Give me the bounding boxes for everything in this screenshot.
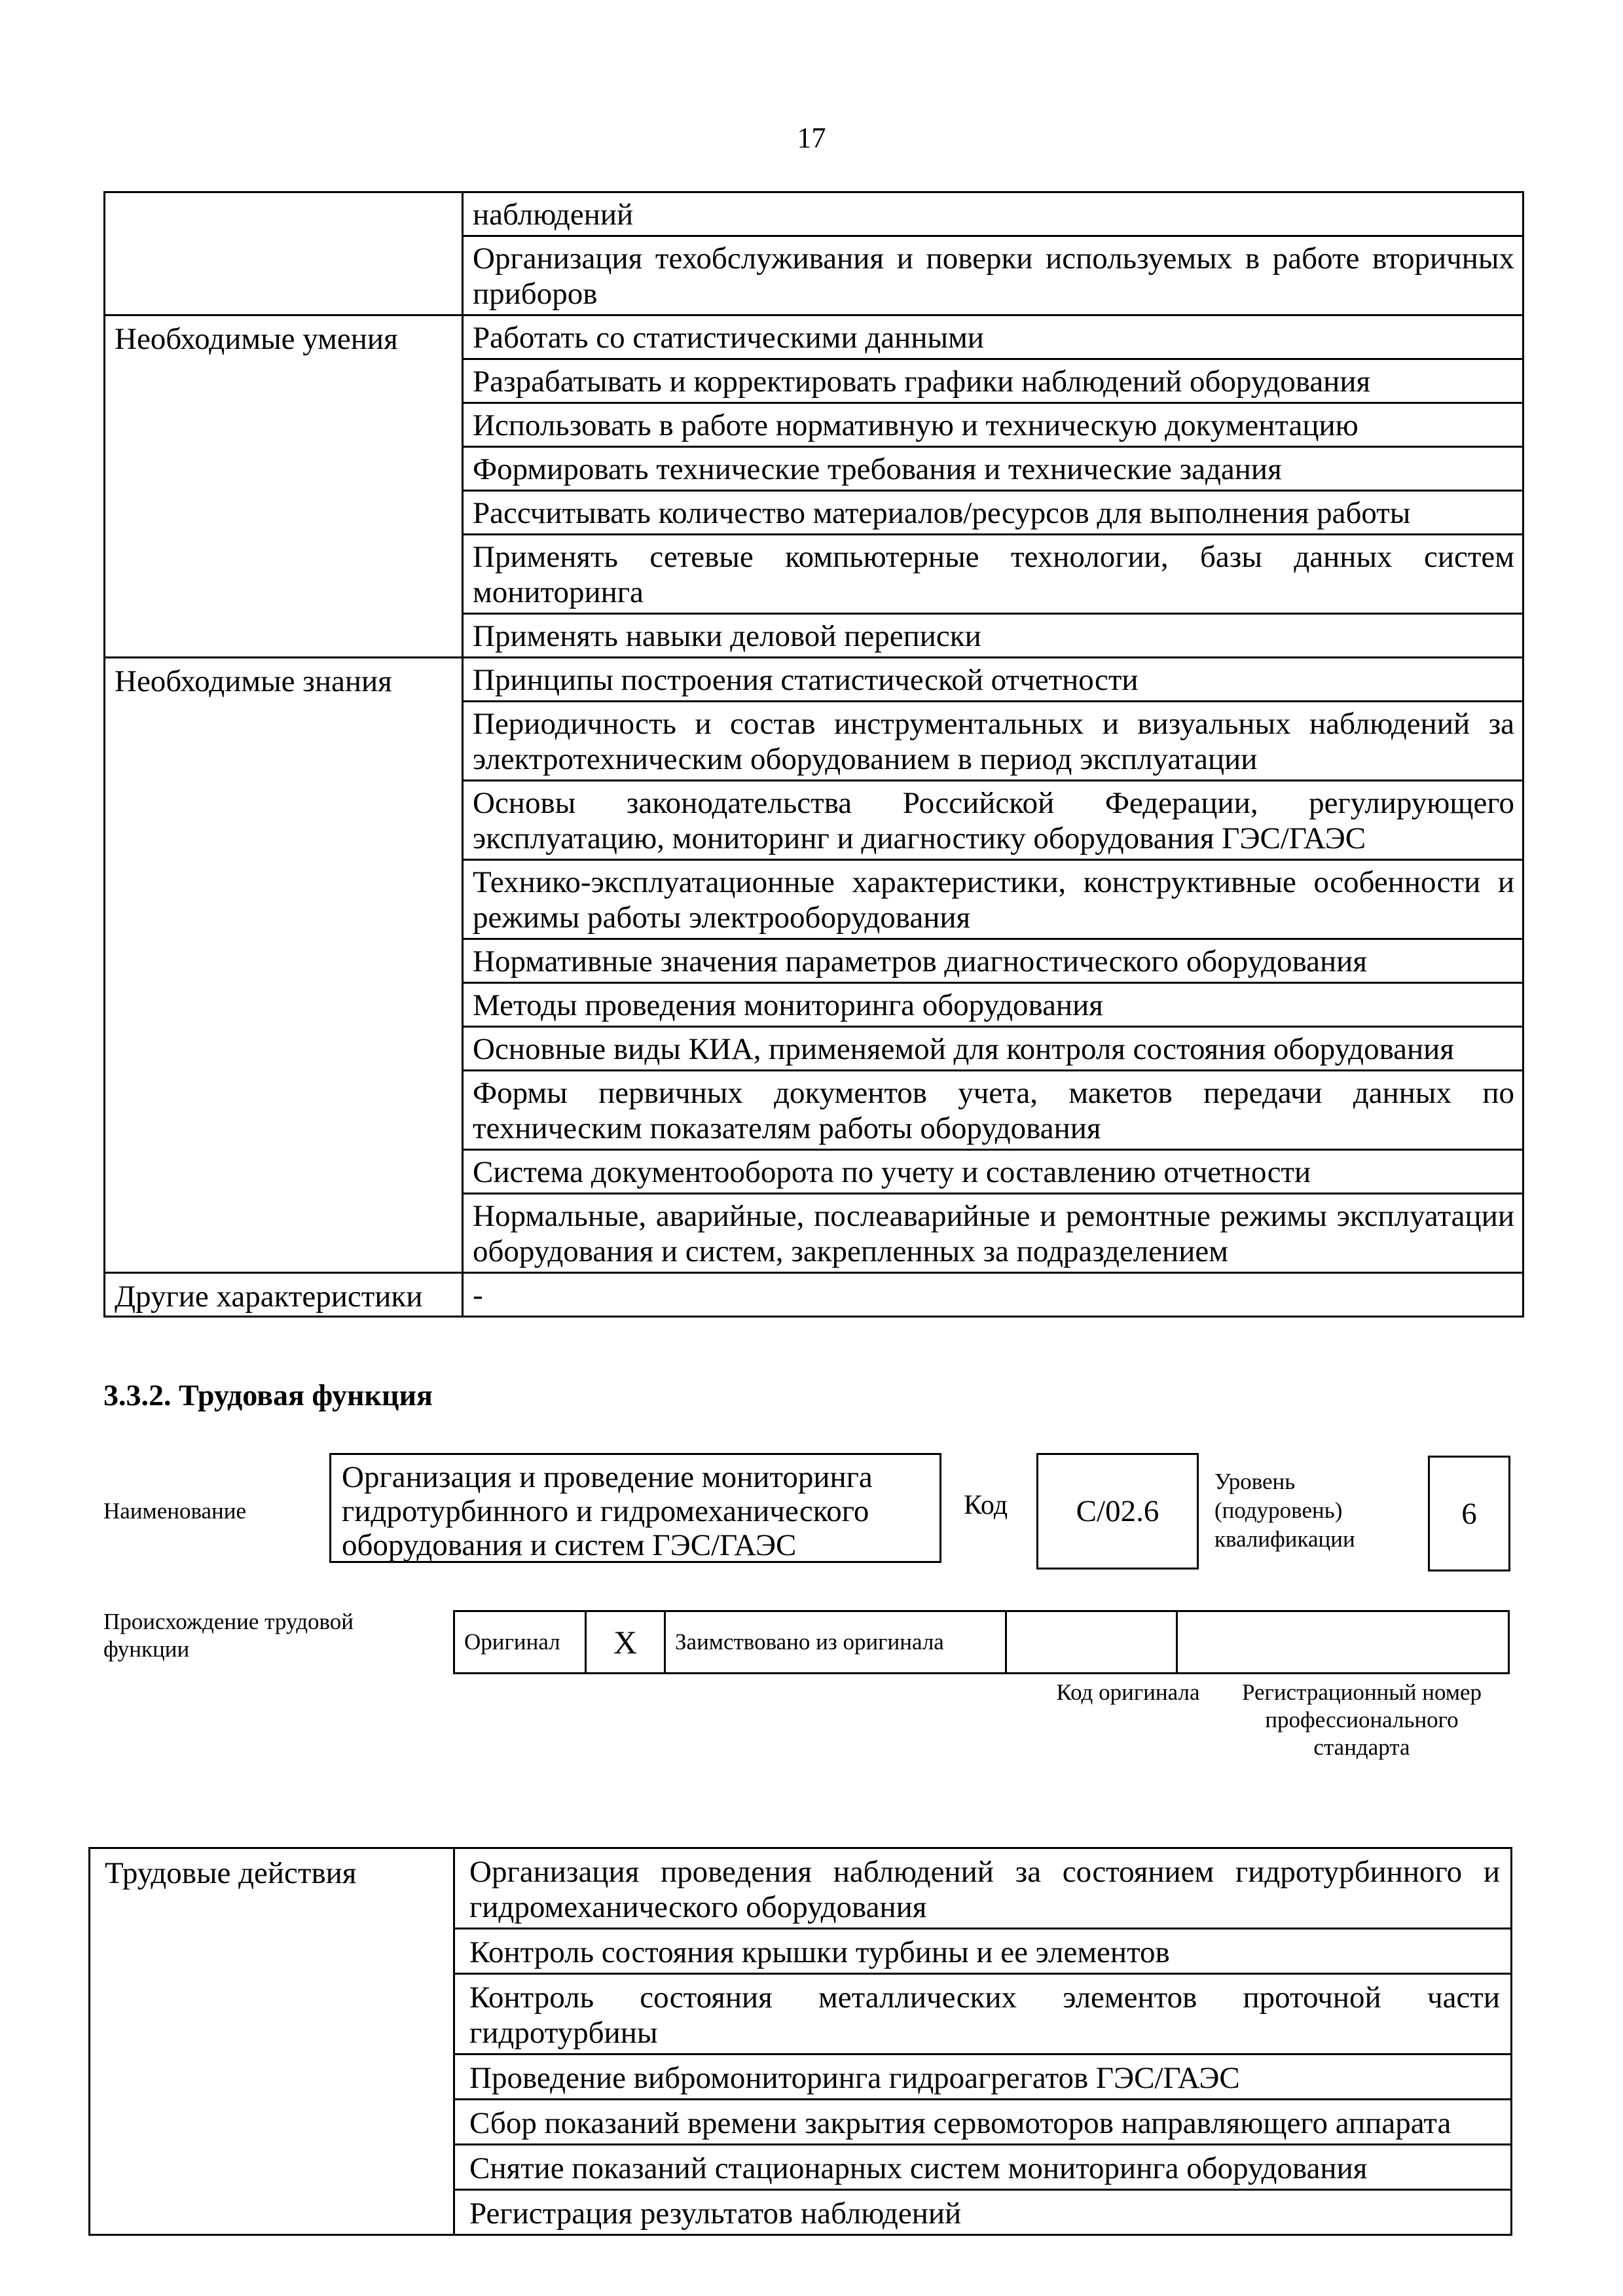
table-row [105, 315, 1523, 359]
table-cell: Нормальные, аварийные, послеаварийные и ремонтные режимы эксплуатации оборудования и систем, закрепленных за подразделением [463, 1194, 1523, 1273]
table-cell: Периодичность и состав инструментальных и визуальных наблюдений за электротехническим оборудованием в период эксплуатации [463, 702, 1523, 781]
original-code-cell [1006, 1611, 1177, 1674]
section-title: 3.3.2. Трудовая функция [103, 1378, 433, 1412]
table-cell: Регистрация результатов наблюдений [454, 2190, 1512, 2235]
table-cell: Методы проведения мониторинга оборудования [463, 983, 1523, 1027]
table-cell: Организация проведения наблюдений за состоянием гидротурбинного и гидромеханического оборудования [454, 1848, 1512, 1929]
table-cell: Система документооборота по учету и составлению отчетности [463, 1150, 1523, 1194]
table-cell: Формы первичных документов учета, макетов передачи данных по техническим показателям работы оборудования [463, 1071, 1523, 1150]
other-characteristics-label: Другие характеристики [105, 1273, 463, 1317]
knowledge-label: Необходимые знания [105, 658, 463, 1273]
table-cell: Использовать в работе нормативную и техническую документацию [463, 403, 1523, 447]
continuation-label-cell [105, 192, 463, 315]
origin-original-cell: Оригинал [454, 1611, 586, 1674]
registration-number-caption: Регистрационный номер профессионального стандарта [1241, 1679, 1482, 1760]
labor-actions-label: Трудовые действия [90, 1848, 454, 2235]
table-cell: Проведение вибромониторинга гидроагрегатов ГЭС/ГАЭС [454, 2054, 1512, 2100]
other-characteristics-value: - [463, 1273, 1523, 1317]
table-row [105, 658, 1523, 702]
table-cell: Основы законодательства Российской Федерации, регулирующего эксплуатацию, мониторинг и диагностику оборудования ГЭС/ГАЭС [463, 781, 1523, 860]
function-name-box: Организация и проведение мониторинга гидротурбинного и гидромеханического оборудования и систем ГЭС/ГАЭС [329, 1453, 941, 1563]
table-cell: Контроль состояния крышки турбины и ее элементов [454, 1929, 1512, 1974]
table-cell: Работать со статистическими данными [463, 315, 1523, 359]
qualification-level-label: Уровень (подуровень) квалификации [1214, 1469, 1355, 1552]
table-cell: Разрабатывать и корректировать графики наблюдений оборудования [463, 359, 1523, 403]
table-cell: Рассчитывать количество материалов/ресурсов для выполнения работы [463, 491, 1523, 535]
skills-knowledge-table [103, 191, 1524, 1318]
table-cell: Снятие показаний стационарных систем мониторинга оборудования [454, 2145, 1512, 2190]
table-cell: Основные виды КИА, применяемой для контроля состояния оборудования [463, 1027, 1523, 1071]
code-label: Код [964, 1490, 1008, 1520]
skills-label: Необходимые умения [105, 315, 463, 658]
table-cell: Применять навыки деловой переписки [463, 614, 1523, 658]
origin-mark-cell: X [586, 1611, 665, 1674]
table-cell: Технико-эксплуатационные характеристики, конструктивные особенности и режимы работы электрооборудования [463, 860, 1523, 939]
origin-table [453, 1610, 1510, 1674]
table-cell: Нормативные значения параметров диагностического оборудования [463, 939, 1523, 983]
labor-actions-table [88, 1847, 1512, 2236]
table-cell: Сбор показаний времени закрытия сервомоторов направляющего аппарата [454, 2100, 1512, 2145]
code-value-box: C/02.6 [1036, 1453, 1199, 1570]
table-row [90, 1848, 1512, 1929]
page-number: 17 [797, 122, 826, 154]
registration-number-cell [1177, 1611, 1509, 1674]
table-cell: Формировать технические требования и технические задания [463, 447, 1523, 491]
table-cell: Принципы построения статистической отчетности [463, 658, 1523, 702]
table-row [105, 192, 1523, 236]
table-cell: наблюдений [463, 192, 1523, 236]
origin-label: Происхождение трудовой функции [103, 1609, 354, 1662]
qualification-level-box: 6 [1428, 1456, 1510, 1571]
table-cell: Применять сетевые компьютерные технологии, базы данных систем мониторинга [463, 535, 1523, 614]
table-row [105, 1273, 1523, 1317]
original-code-caption: Код оригинала [1056, 1679, 1200, 1705]
name-label: Наименование [103, 1498, 247, 1524]
table-cell: Контроль состояния металлических элементов проточной части гидротурбины [454, 1974, 1512, 2054]
table-cell: Организация техобслуживания и поверки используемых в работе вторичных приборов [463, 236, 1523, 315]
origin-borrowed-cell: Заимствовано из оригинала [665, 1611, 1006, 1674]
table-row [454, 1611, 1509, 1674]
